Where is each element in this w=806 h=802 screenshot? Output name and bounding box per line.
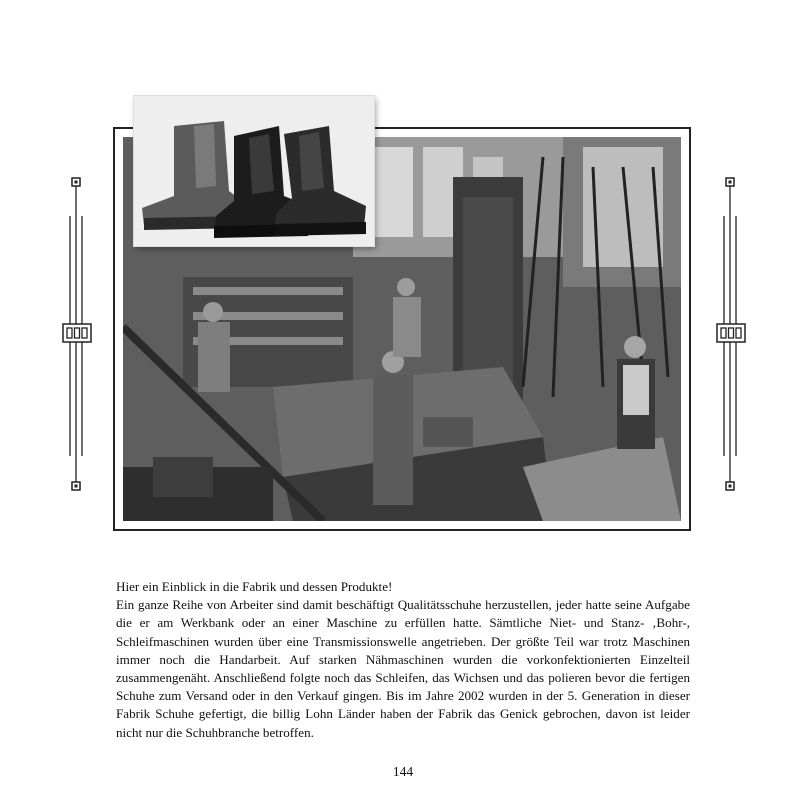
text-body: Ein ganze Reihe von Arbeiter sind damit beschäftigt Qualitätsschuhe herzustellen, jeder hatte seine Aufgabe die er am Werkbank oder an einer Maschine zu erfüllen hatte. Sämtliche Niet- und Stanz- ‚Bohr-, Schleifmaschinen wurden über eine Transmissionswelle angetrieben. Der größte Teil war trotz Maschinen immer noch die Handarbeit. Auf starken Nähmaschinen wurden die vorkonfektionierten Einzelteil zusammengenäht. Anschließend folgte noch das Schleifen, das Wichsen und das polieren bevor die fertigen Schuhe zum Versand oder in den Verkauf gingen. Bis im Jahre 2002 wurden in der 5. Generation in dieser Fabrik Schuhe gefertigt, die billig Lohn Länder haben der Fabrik das Genick gebrochen, davon ist leider nicht nur die Schuhbranche betroffen. — [116, 597, 690, 740]
article-text — [116, 578, 690, 742]
right-ornament — [716, 176, 746, 494]
left-ornament — [62, 176, 92, 494]
ornament-graphic — [716, 176, 746, 494]
page-number: 144 — [392, 764, 414, 779]
text-heading: Hier ein Einblick in die Fabrik und dessen Produkte! — [116, 579, 393, 594]
boots-illustration — [134, 96, 374, 246]
boots-inset-photo — [134, 96, 374, 246]
ornament-graphic — [62, 176, 92, 494]
